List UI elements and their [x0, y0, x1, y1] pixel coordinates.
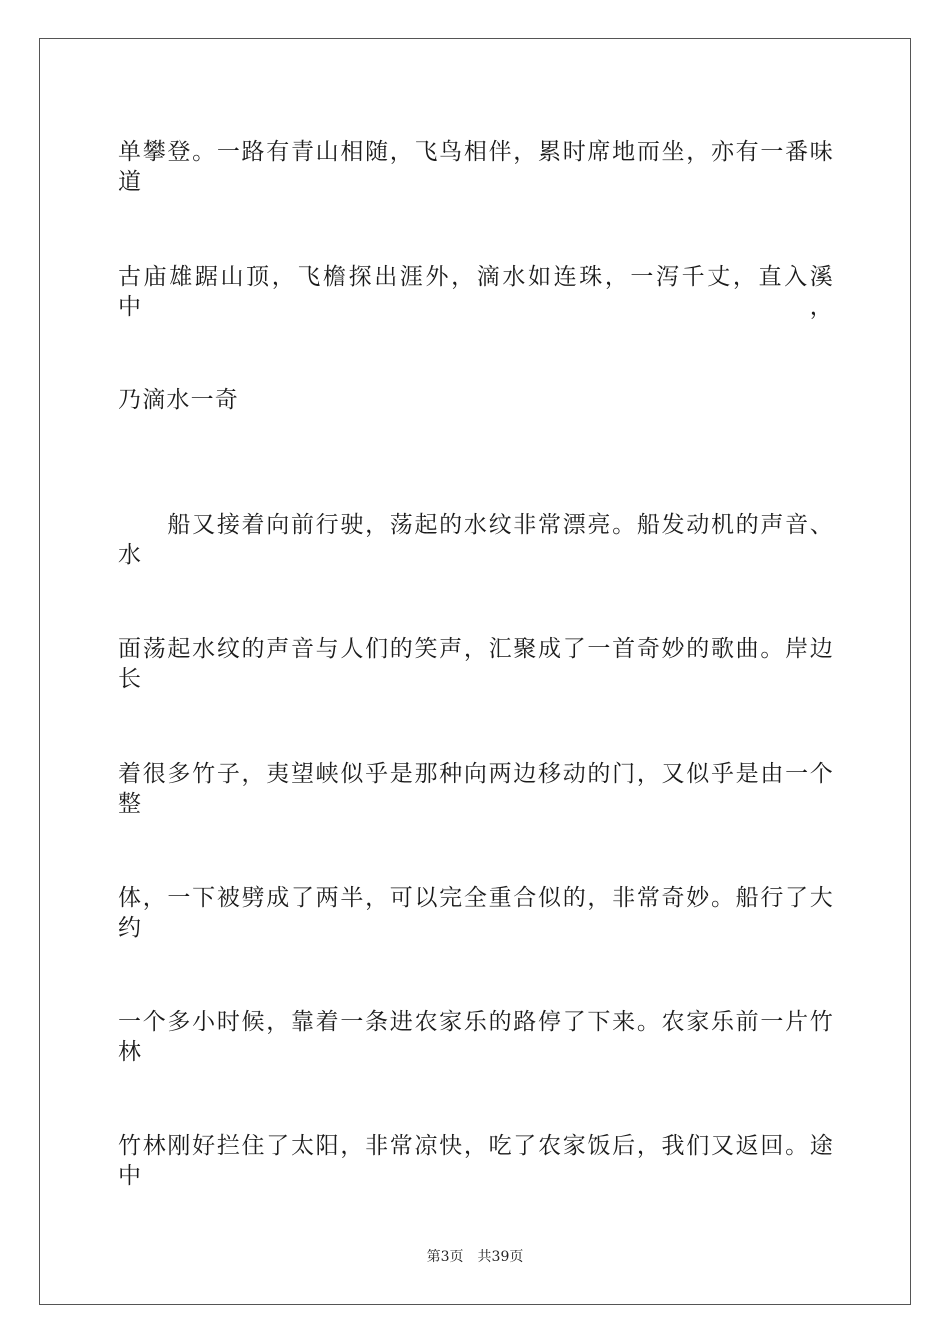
page-border: [39, 38, 911, 1305]
text-line-8: 一个多小时候，靠着一条进农家乐的路停了下来。农家乐前一片竹林: [118, 1009, 834, 1065]
text-line-3: 乃滴水一奇: [118, 387, 239, 413]
text-line-7: 体，一下被劈成了两半，可以完全重合似的，非常奇妙。船行了大约: [118, 885, 834, 941]
page-footer: [0, 1248, 950, 1266]
text-line-1: 单攀登。一路有青山相随，飞鸟相伴，累时席地而坐，亦有一番味道: [118, 139, 834, 195]
text-line-6: 着很多竹子，夷望峡似乎是那种向两边移动的门，又似乎是由一个整: [118, 761, 834, 817]
page-total: 共39页: [477, 1249, 524, 1265]
page-number: 第3页: [426, 1249, 464, 1265]
text-line-4: 船又接着向前行驶，荡起的水纹非常漂亮。船发动机的声音、水: [118, 512, 834, 568]
text-line-2: 古庙雄踞山顶，飞檐探出涯外，滴水如连珠，一泻千丈，直入溪中，: [118, 264, 834, 320]
text-line-5: 面荡起水纹的声音与人们的笑声，汇聚成了一首奇妙的歌曲。岸边长: [118, 636, 834, 692]
text-line-9: 竹林刚好拦住了太阳，非常凉快，吃了农家饭后，我们又返回。途中: [118, 1133, 834, 1189]
